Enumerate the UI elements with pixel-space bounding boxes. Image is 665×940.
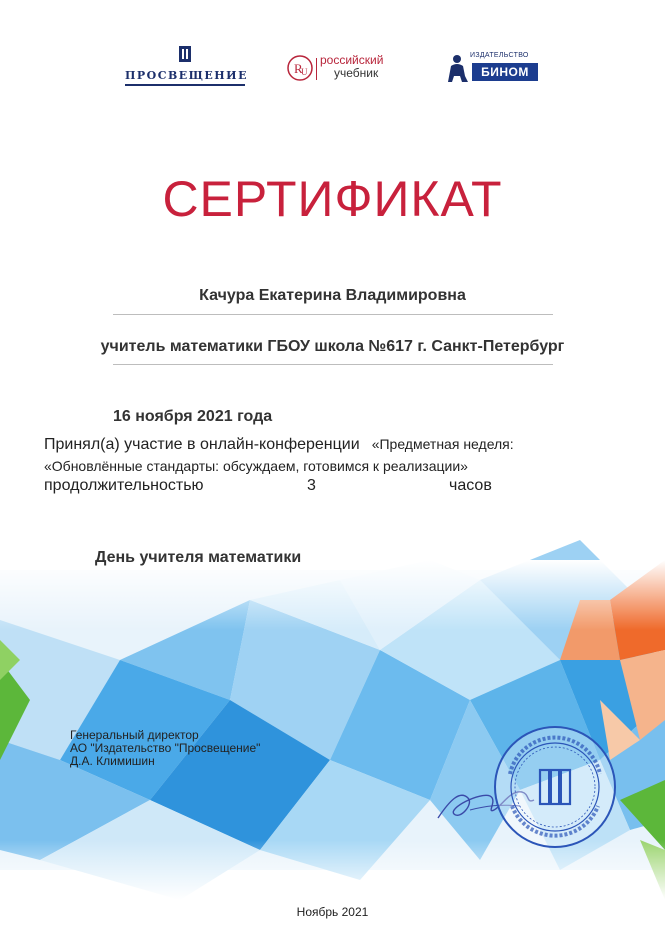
prosveshchenie-logo-text: ПРОСВЕЩЕНИЕ: [125, 69, 248, 82]
prosveshchenie-logo: [125, 46, 248, 86]
ros-uchebnik-emblem-icon: [286, 54, 314, 82]
participation-line-2: «Обновлённые стандарты: обсуждаем, готовимся к реализации»: [44, 458, 468, 474]
position-underline: [113, 364, 553, 365]
signer-company: АО "Издательство "Просвещение": [70, 741, 261, 755]
logo-divider: [316, 58, 317, 80]
recipient-name: Качура Екатерина Владимировна: [199, 287, 466, 304]
ros-uchebnik-text: [320, 54, 383, 80]
logo-bar: [0, 42, 665, 92]
recipient-position: учитель математики ГБОУ школа №617 г. Санкт-Петербург: [100, 338, 565, 355]
binom-wordmark: БИНОМ: [472, 63, 538, 81]
duration-value: 3: [307, 477, 316, 494]
name-underline: [113, 314, 553, 315]
signer-role: Генеральный директор: [70, 728, 199, 742]
duration-line: [44, 477, 564, 497]
binom-reader-icon: [448, 54, 470, 86]
participation-event-start: «Предметная неделя:: [371, 436, 514, 452]
binom-publisher-label: ИЗДАТЕЛЬСТВО: [470, 52, 529, 59]
binom-logo: [448, 52, 548, 86]
event-name: День учителя математики: [95, 549, 302, 566]
event-date: 16 ноября 2021 года: [113, 408, 273, 425]
svg-text:U: U: [301, 67, 308, 77]
certificate-title: СЕРТИФИКАТ: [162, 171, 503, 227]
prosveshchenie-mark-icon: [178, 46, 192, 62]
signer-block: [70, 729, 260, 768]
ros-uchebnik-line2: учебник: [334, 66, 379, 80]
participation-line-1: [44, 436, 514, 454]
svg-text:R: R: [294, 61, 303, 76]
logo-underline: [125, 84, 245, 86]
footer-date: Ноябрь 2021: [296, 905, 369, 919]
signer-name: Д.А. Климишин: [70, 754, 155, 768]
company-stamp-icon: [490, 722, 620, 852]
duration-unit: часов: [449, 477, 492, 494]
ros-uchebnik-logo: [286, 54, 416, 86]
duration-label: продолжительностью: [44, 477, 204, 494]
ros-uchebnik-line1: российский: [320, 53, 384, 67]
participation-prefix: Принял(а) участие в онлайн-конференции: [44, 436, 360, 453]
